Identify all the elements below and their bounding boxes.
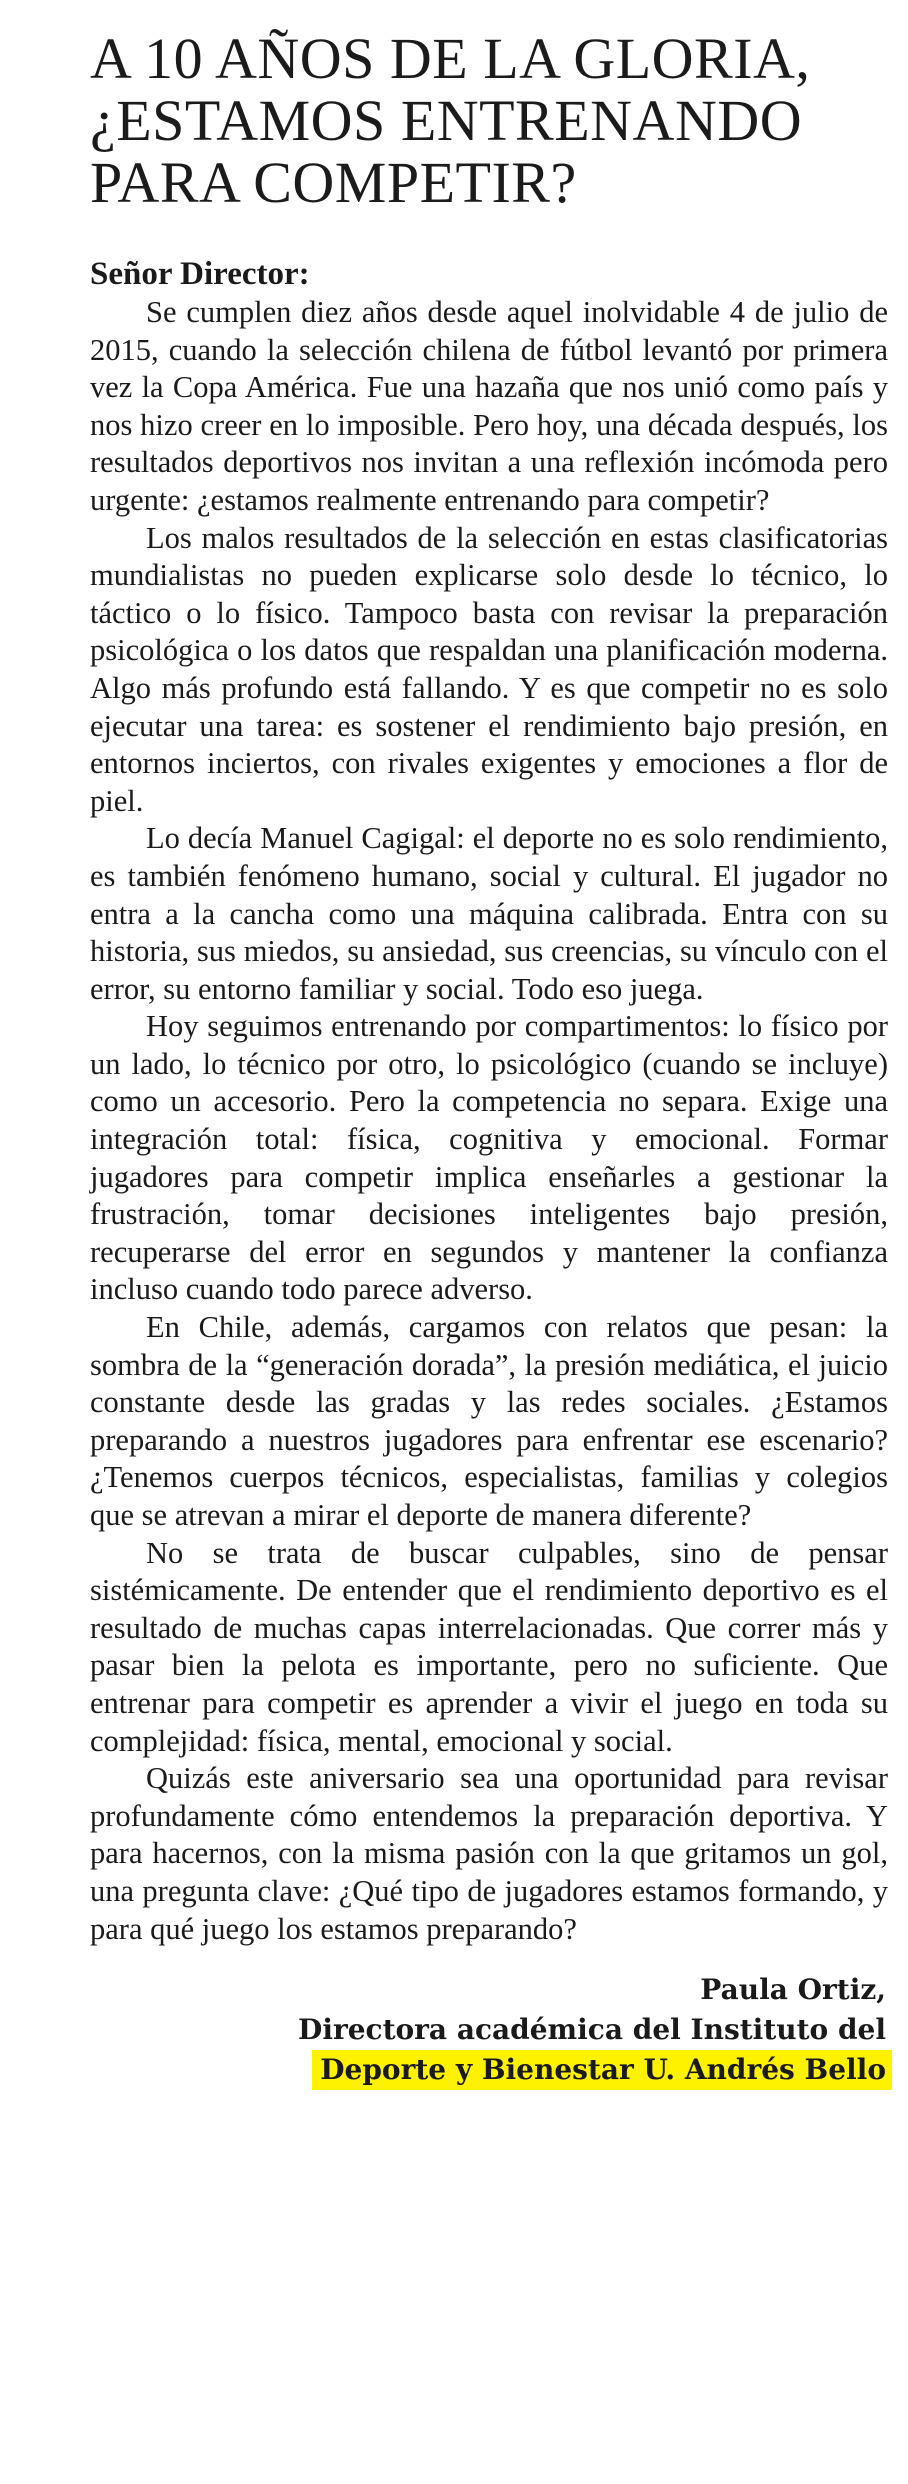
paragraph: Se cumplen diez años desde aquel inolvidable 4 de julio de 2015, cuando la selección chilena de fútbol levantó por primera vez la Copa América. Fue una hazaña que nos unió como país y nos hizo creer en lo imposible. Pero hoy, una década después, los resultados deportivos nos invitan a una reflexión incómoda pero urgente: ¿estamos realmente entrenando para competir? xyxy=(90,295,888,517)
author-role-line-2-wrapper xyxy=(90,2050,886,2090)
author-role-line-2-highlighted: Deporte y Bienestar U. Andrés Bello xyxy=(312,2050,892,2090)
signature-block xyxy=(90,1970,888,2090)
author-role-line-1: Directora académica del Instituto del xyxy=(298,2013,886,2047)
paragraph: En Chile, además, cargamos con relatos que pesan: la sombra de la “generación dorada”, la presión mediática, el juicio constante desde las gradas y las redes sociales. ¿Estamos preparando a nuestros jugadores para enfrentar ese escenario? ¿Tenemos cuerpos técnicos, especialistas, familias y colegios que se atrevan a mirar el deporte de manera diferente? xyxy=(90,1310,888,1532)
salutation: Señor Director: xyxy=(90,256,310,292)
headline xyxy=(90,28,888,214)
headline-line-2: ¿ESTAMOS ENTRENANDO xyxy=(90,88,803,153)
paragraph: Hoy seguimos entrenando por compartimentos: lo físico por un lado, lo técnico por otro, lo psicológico (cuando se incluye) como un accesorio. Pero la competencia no separa. Exige una integración total: física, cognitiva y emocional. Formar jugadores para competir implica enseñarles a gestionar la frustración, tomar decisiones inteligentes bajo presión, recuperarse del error en segundos y mantener la confianza incluso cuando todo parece adverso. xyxy=(90,1009,888,1307)
author-name: Paula Ortiz, xyxy=(700,1973,886,2007)
paragraph: Los malos resultados de la selección en estas clasificatorias mundialistas no pueden explicarse solo desde lo técnico, lo táctico o lo físico. Tampoco basta con revisar la preparación psicológica o los datos que respaldan una planificación moderna. Algo más profundo está fallando. Y es que competir no es solo ejecutar una tarea: es sostener el rendimiento bajo presión, en entornos inciertos, con rivales exigentes y emociones a flor de piel. xyxy=(90,520,888,818)
paragraph: Quizás este aniversario sea una oportunidad para revisar profundamente cómo entendemos la preparación deportiva. Y para hacernos, con la misma pasión con la que gritamos un gol, una pregunta clave: ¿Qué tipo de jugadores estamos formando, y para qué juego los estamos preparando? xyxy=(90,1761,888,1946)
headline-line-3: PARA COMPETIR? xyxy=(90,150,577,215)
letter-body xyxy=(90,294,888,1948)
paragraph: No se trata de buscar culpables, sino de pensar sistémicamente. De entender que el rendimiento deportivo es el resultado de muchas capas interrelacionadas. Que correr más y pasar bien la pelota es importante, pero no suficiente. Que entrenar para competir es aprender a vivir el juego en toda su complejidad: física, mental, emocional y social. xyxy=(90,1535,888,1758)
paragraph: Lo decía Manuel Cagigal: el deporte no es solo rendimiento, es también fenómeno humano, social y cultural. El jugador no entra a la cancha como una máquina calibrada. Entra con su historia, sus miedos, su ansiedad, sus creencias, su vínculo con el error, su entorno familiar y social. Todo eso juega. xyxy=(90,821,888,1006)
headline-line-1: A 10 AÑOS DE LA GLORIA, xyxy=(90,26,811,91)
